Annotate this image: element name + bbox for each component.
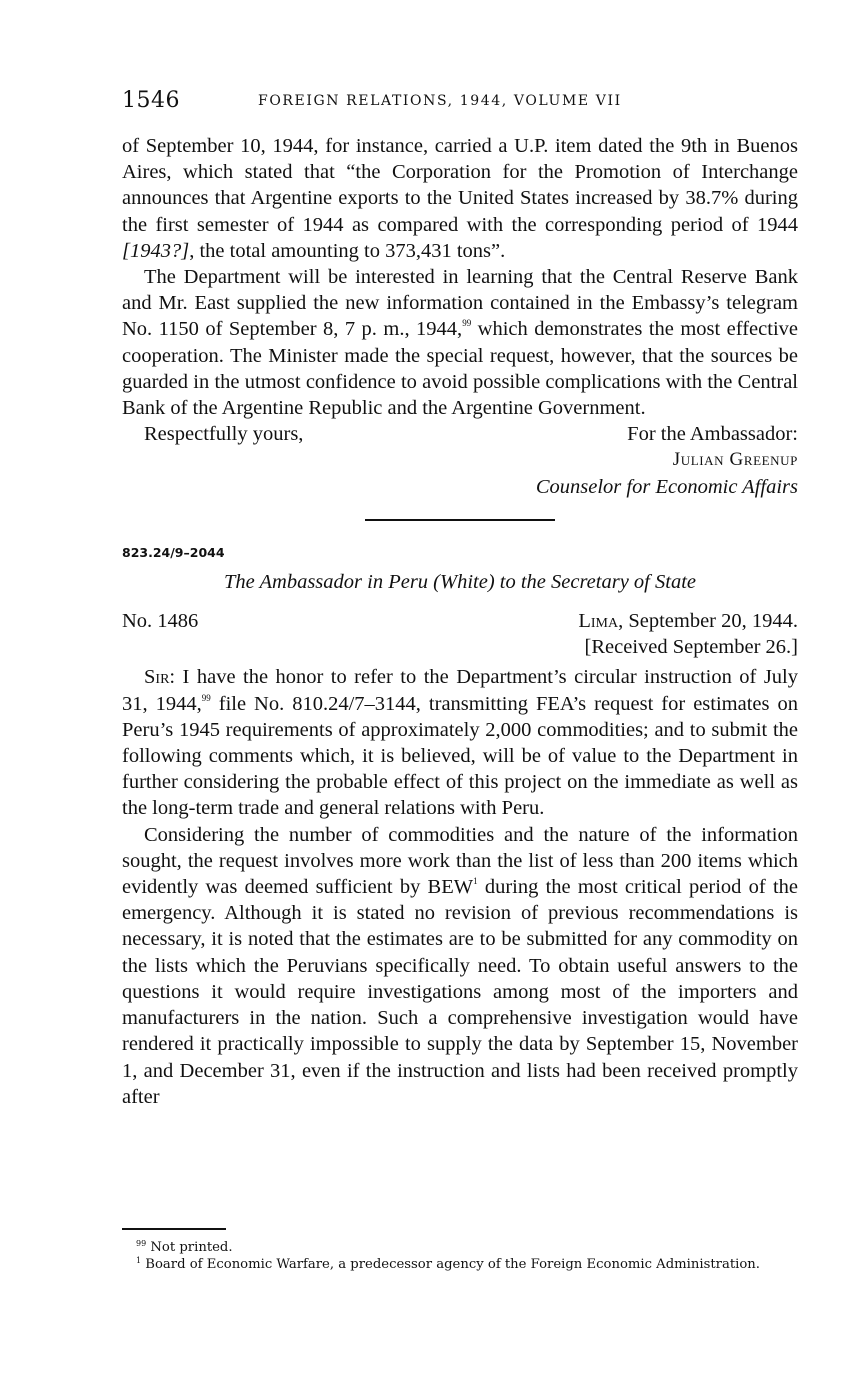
footnote-mark: 1 (136, 1255, 142, 1265)
bracket-note: [1943?] (122, 239, 190, 262)
for-the-ambassador: For the Ambassador: (627, 423, 798, 446)
received-date: [Received September 26.] (584, 636, 798, 659)
place: Lima (578, 610, 619, 633)
page-body (122, 133, 798, 1110)
page-number: 1546 (122, 88, 180, 113)
footnotes (122, 1240, 798, 1273)
complimentary-close: Respectfully yours, (144, 423, 304, 446)
dispatch-number: No. 1486 (122, 610, 199, 633)
footnote-text: Not printed. (150, 1240, 233, 1255)
footnote-ref: 99 (201, 692, 211, 703)
department-paragraph: The Department will be interested in learning that the Central Reserve Bank and Mr. East supplied the new information contained in the Embassy’s telegram No. 1150 of September 8, 7 p. m., 1944,99 which demonstrates the most effective cooperation. The Minister made the special request, however, that the sources be guarded in the utmost confidence to avoid possible complications with the Central Bank of the Argentine Republic and the Argentine Government. (122, 266, 798, 420)
continuation-paragraph: of September 10, 1944, for instance, carried a U.P. item dated the 9th in Buenos Aires, which stated that “the Corporation for the Promotion of Interchange announces that Argentine exports to the United States increased by 38.7% during the first semester of 1944 as compared with the corresponding period of 1944 [1943?], the total amounting to 373,431 tons”. (122, 135, 798, 262)
footnote (122, 1257, 798, 1274)
salutation: Sir (144, 666, 170, 689)
footnote-text: Board of Economic Warfare, a predecessor agency of the Foreign Economic Administration. (145, 1256, 760, 1272)
place-date (578, 608, 798, 634)
footnote (122, 1240, 798, 1257)
file-number: 823.24/9–2044 (122, 544, 225, 560)
running-head: FOREIGN RELATIONS, 1944, VOLUME VII (258, 93, 622, 109)
footnote-ref: 1 (473, 876, 478, 887)
considering-paragraph: Considering the number of commodities and the nature of the information sought, the request involves more work than the list of less than 200 items which evidently was deemed sufficient by BEW$^1$ during the most critical period of the emergency. Although it is stated no revision of previous recommendations is necessary, it is noted that the estimates are to be submitted for any commodity on the lists which the Peruvians specifically need. To obtain useful answers to the questions it would require investigations among most of the importers and manufacturers in the nation. Such a comprehensive investigation would have rendered it practically impossible to supply the data by September 15, November 1, and December 31, even if the instruction and lists had been received promptly after (122, 823, 798, 1108)
footnote-rule (122, 1228, 226, 1230)
page-header (122, 88, 798, 118)
signer-title: Counselor for Economic Affairs (535, 475, 798, 498)
footnote-mark: 99 (136, 1239, 147, 1248)
section-divider (365, 519, 555, 521)
document-title: The Ambassador in Peru (White) to the Secretary of State (224, 570, 696, 593)
date: , September 20, 1944. (618, 610, 798, 633)
footnote-ref: 99 (462, 318, 472, 329)
signer-name: Julian Greenup (672, 449, 798, 471)
sir-paragraph: Sir: I have the honor to refer to the Department’s circular instruction of July 31, 1944,99 file No. 810.24/7–3144, transmitting FEA’s request for estimates on Peru’s 1945 requirements of approximately 2,000 commodities; and to submit the following comments which, it is believed, will be of value to the Department in further considering the probable effect of this project on the immediate as well as the long-term trade and general relations with Peru. (122, 666, 798, 820)
closing-line (122, 421, 798, 447)
dateline (122, 608, 798, 634)
